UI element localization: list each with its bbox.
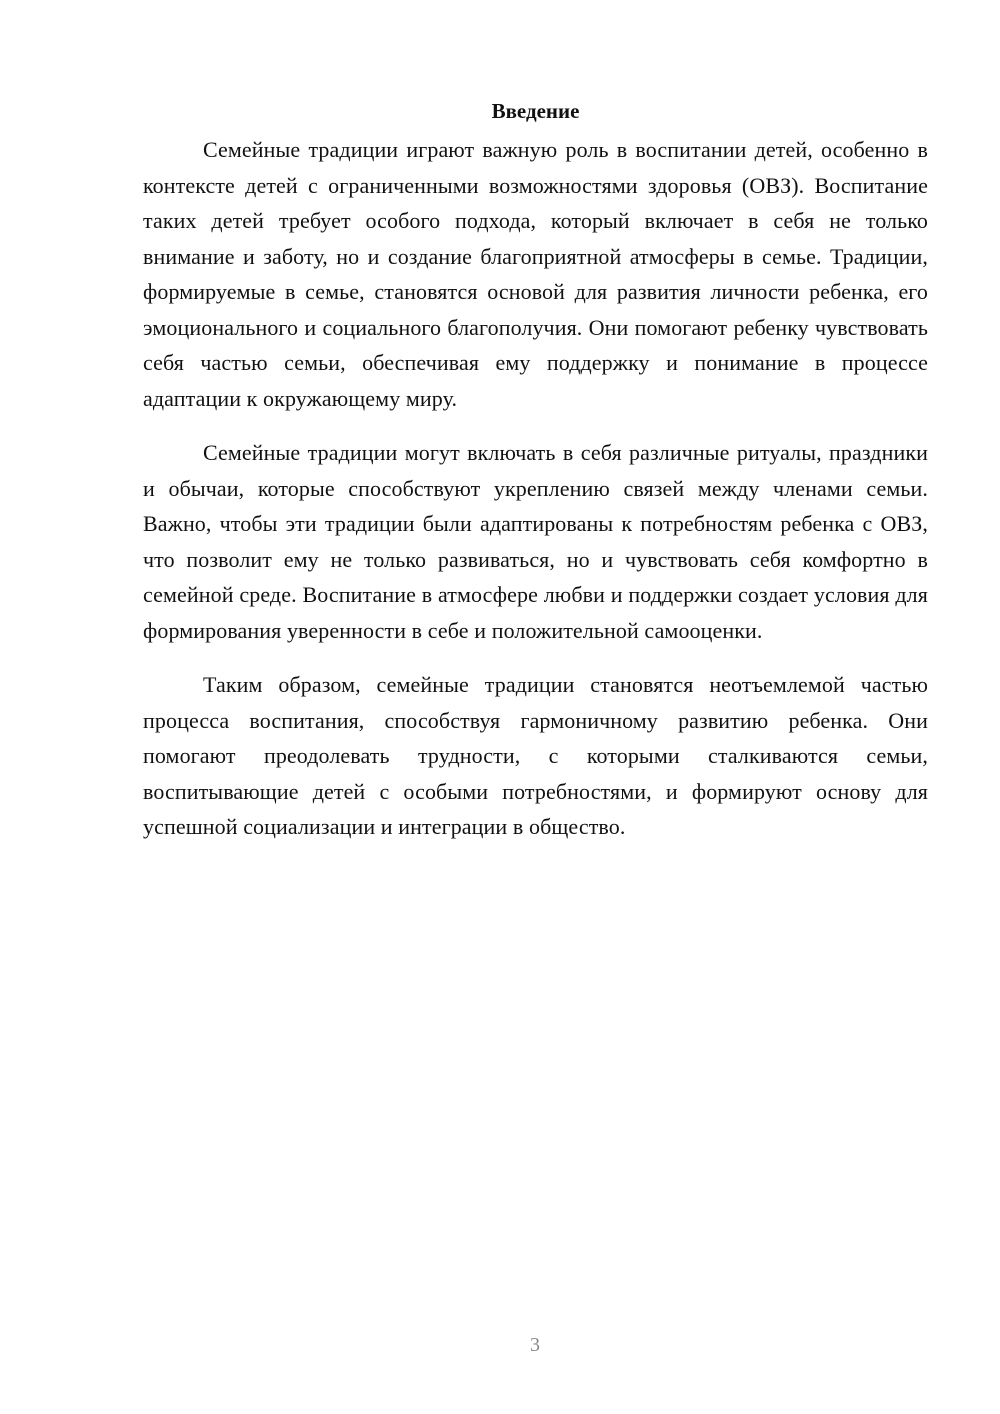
page-content [143, 96, 928, 864]
paragraph-3: Таким образом, семейные традиции становятся неотъемлемой частью процесса воспитания, способствуя гармоничному развитию ребенка. Они помогают преодолевать трудности, с которыми сталкиваются семьи, воспитывающие детей с особыми потребностями, и формируют основу для успешной социализации и интеграции в общество. [143, 672, 928, 839]
section-title: Введение [491, 99, 580, 123]
paragraph-2: Семейные традиции могут включать в себя различные ритуалы, праздники и обычаи, которые способствуют укреплению связей между членами семьи. Важно, чтобы эти традиции были адаптированы к потребностям ребенка с ОВЗ, что позволит ему не только развиваться, но и чувствовать себя комфортно в семейной среде. Воспитание в атмосфере любви и поддержки создает условия для формирования уверенности в себе и положительной самооценки. [143, 440, 928, 643]
paragraph-1: Семейные традиции играют важную роль в воспитании детей, особенно в контексте детей с ограниченными возможностями здоровья (ОВЗ). Воспитание таких детей требует особого подхода, который включает в себя не только внимание и заботу, но и создание благоприятной атмосферы в семье. Традиции, формируемые в семье, становятся основой для развития личности ребенка, его эмоционального и социального благополучия. Они помогают ребенку чувствовать себя частью семьи, обеспечивая ему поддержку и понимание в процессе адаптации к окружающему миру. [143, 137, 928, 411]
page-number: 3 [530, 1334, 540, 1356]
